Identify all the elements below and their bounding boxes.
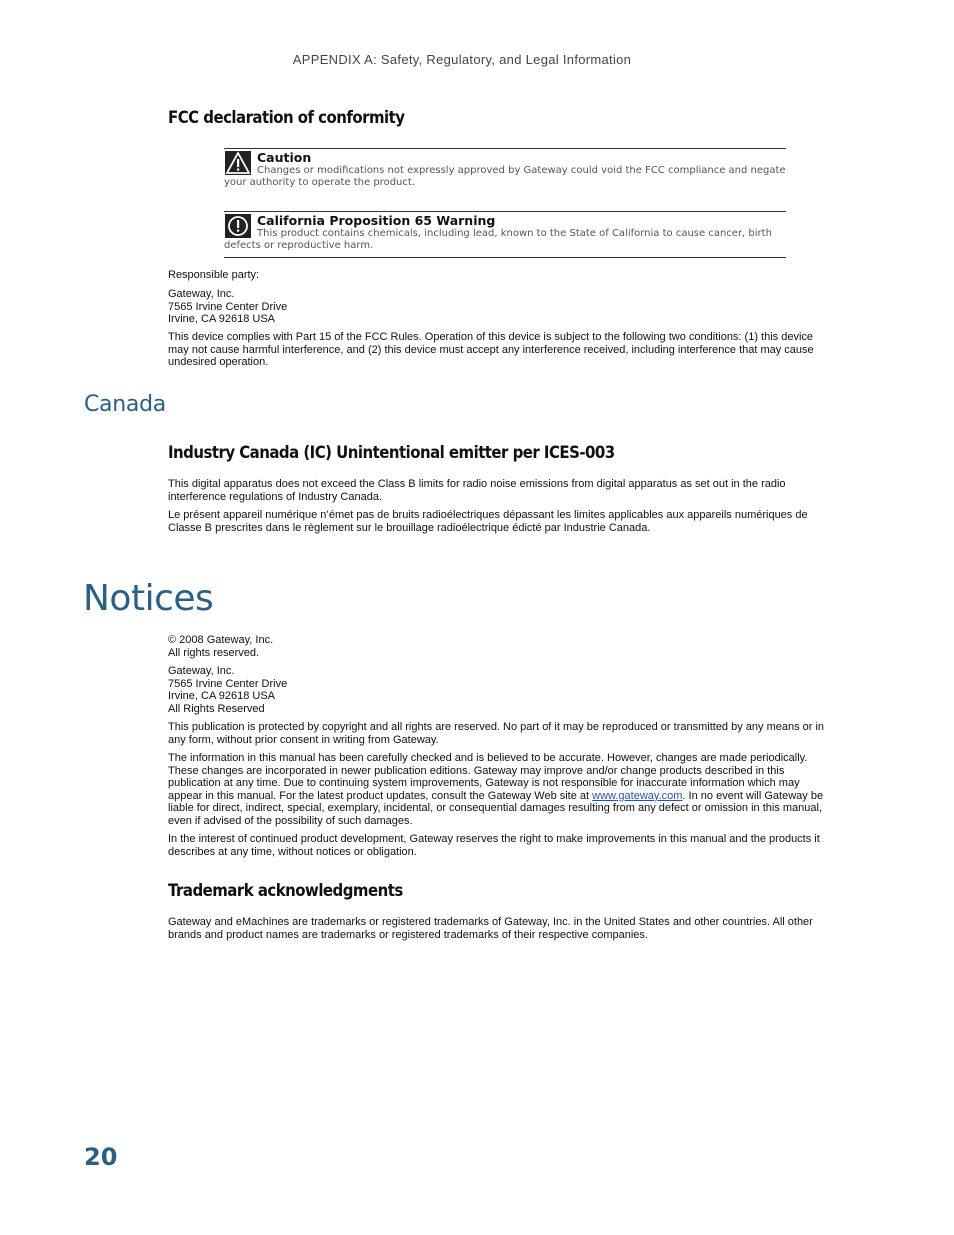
warning-triangle-icon (225, 151, 251, 175)
address-line: Gateway, Inc. (168, 288, 235, 300)
trademark-heading: Trademark acknowledgments (168, 881, 403, 901)
fcc-heading: FCC declaration of conformity (168, 108, 405, 128)
trademark-text: Gateway and eMachines are trademarks or registered trademarks of Gateway, Inc. in the United States and other countries. All other brands and product names are trademarks or registered trademarks of their respective companies. (168, 916, 813, 941)
fcc-compliance-text: This device complies with Part 15 of the FCC Rules. Operation of this device is subject to the following two conditions: (1) this device may not cause harmful interference, and (2) this device must accept any interference received, including interference that may cause undesired operation. (168, 331, 814, 369)
caution-title: Caution (257, 150, 312, 165)
notices-paragraph-1: This publication is protected by copyright and all rights are reserved. No part of it may be reproduced or transmitted by any means or in any form, without prior consent in writing from Gateway. (168, 721, 825, 746)
prop65-title: California Proposition 65 Warning (257, 213, 496, 228)
address-line: Irvine, CA 92618 USA (168, 690, 276, 703)
caution-notice (224, 148, 786, 188)
ic-heading: Industry Canada (IC) Unintentional emitter per ICES-003 (168, 443, 615, 463)
address-line: Gateway, Inc. (168, 665, 235, 677)
copyright-line: © 2008 Gateway, Inc. (168, 634, 274, 646)
address-line: 7565 Irvine Center Drive (168, 677, 288, 690)
ic-paragraph-en: This digital apparatus does not exceed the Class B limits for radio noise emissions from digital apparatus as set out in the radio interference regulations of Industry Canada. (168, 478, 786, 503)
responsible-party-label: Responsible party: (168, 269, 260, 281)
paragraph-text: The information in this manual has been carefully checked and is believed to be accurate. However, changes are made periodically. These changes are incorporated in newer publication editions. Gateway may improve and/or change products described in this publication at any time. Due to continuing system improvements, Gateway is not responsible for inaccurate information which may appear in this manual. For the latest product updates, consult the Gateway Web site at (168, 752, 808, 802)
address-line: All Rights Reserved (168, 702, 265, 715)
notices-paragraph-2 (168, 752, 834, 828)
notices-address (168, 665, 834, 715)
address-line: Irvine, CA 92618 USA (168, 313, 276, 326)
gateway-website-link[interactable]: www.gateway.com (592, 789, 683, 802)
running-head: APPENDIX A: Safety, Regulatory, and Legal Information (292, 52, 632, 67)
copyright-block (168, 634, 834, 659)
canada-heading: Canada (84, 392, 166, 417)
caution-text: Changes or modifications not expressly approved by Gateway could void the FCC compliance and negate your authority to operate the product. (224, 165, 786, 188)
address-line: 7565 Irvine Center Drive (168, 300, 288, 313)
copyright-line: All rights reserved. (168, 646, 260, 659)
notices-heading: Notices (83, 578, 214, 619)
page-number: 20 (84, 1143, 118, 1171)
prop65-notice (224, 211, 786, 251)
notices-paragraph-3: In the interest of continued product development, Gateway reserves the right to make improvements in this manual and the products it describes at any time, without notices or obligation. (168, 833, 820, 858)
prop65-text: This product contains chemicals, including lead, known to the State of California to cause cancer, birth defects or reproductive harm. (224, 228, 772, 251)
notice-bottom-rule (224, 257, 786, 258)
warning-circle-icon (225, 214, 251, 238)
ic-paragraph-fr: Le présent appareil numérique n’émet pas de bruits radioélectriques dépassant les limites applicables aux appareils numériques de Classe B prescrites dans le règlement sur le brouillage radioélectrique édicté par Industrie Canada. (168, 509, 808, 534)
fcc-address (168, 288, 834, 326)
paragraph-text: . In no event will Gateway be liable for direct, indirect, special, exemplary, incidental, or consequential damages resulting from any defect or omission in this manual, even if advised of the possibility of such damages. (168, 789, 824, 827)
